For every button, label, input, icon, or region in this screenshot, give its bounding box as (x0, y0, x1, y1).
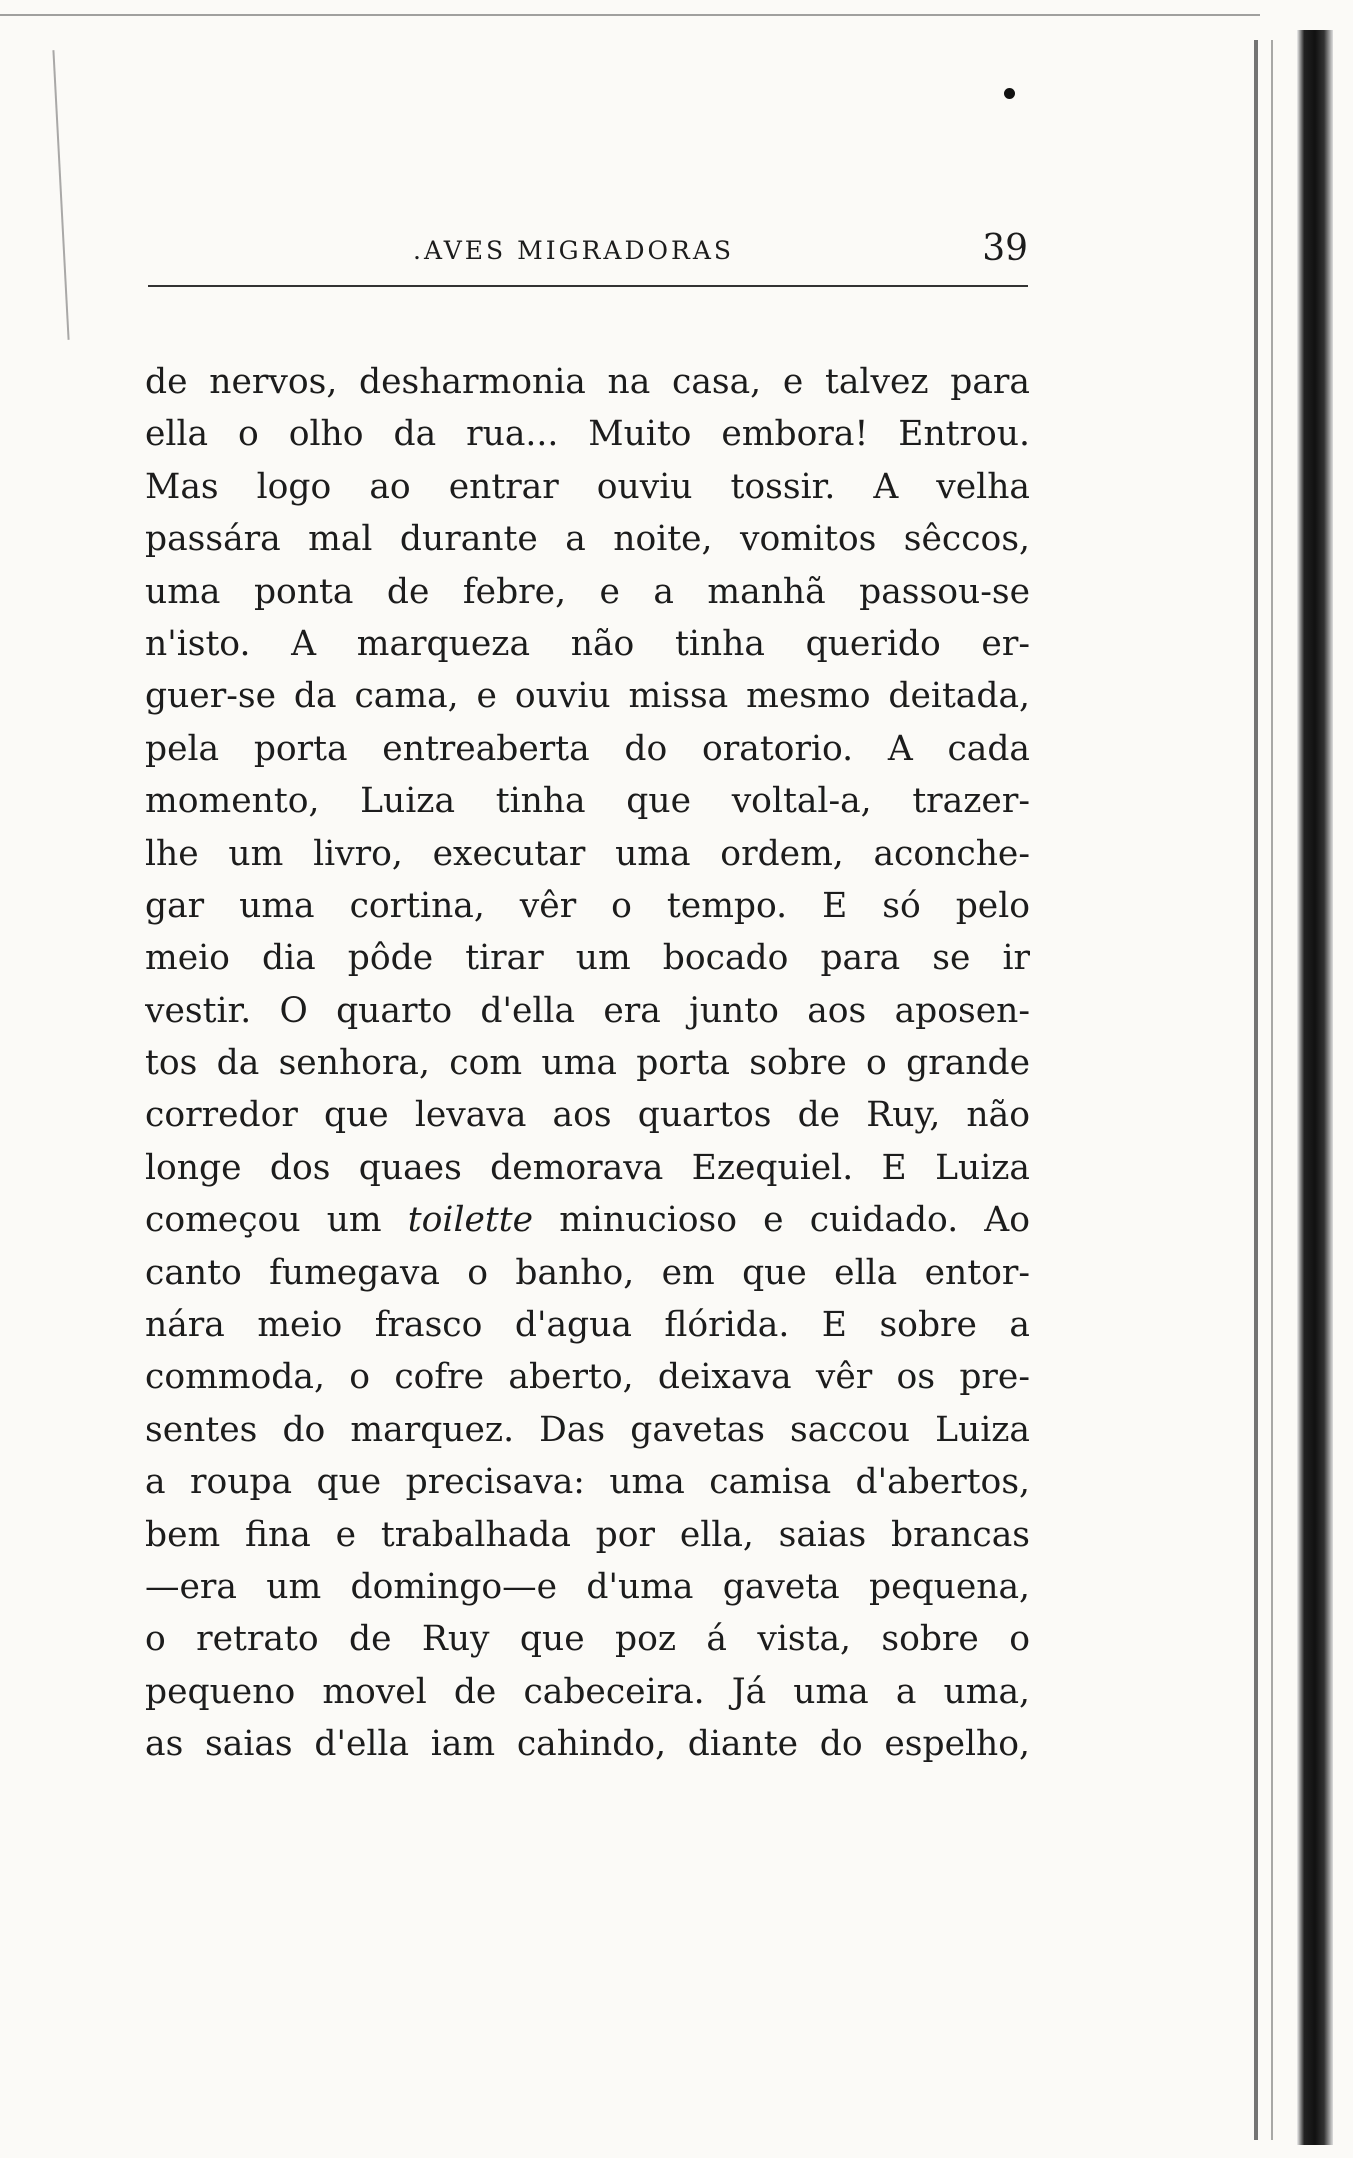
text-line-14: tos da senhora, com uma porta sobre o grande (145, 1043, 1030, 1084)
text-line-17 (145, 1194, 1030, 1246)
running-head (148, 228, 1028, 288)
text-line-3: Mas logo ao entrar ouviu tossir. A velha (145, 466, 1030, 507)
text-line-23: bem fina e trabalhada por ella, saias brancas (145, 1514, 1030, 1555)
text-line-4: passára mal durante a noite, vomitos sêccos, (145, 519, 1030, 560)
text-line-10: lhe um livro, executar uma ordem, aconche- (145, 833, 1030, 874)
header-rule (148, 285, 1028, 287)
text-line-18: canto fumegava o banho, em que ella entor- (145, 1252, 1030, 1293)
ink-dot (1004, 88, 1015, 99)
text-line-12: meio dia pôde tirar um bocado para se ir (145, 938, 1030, 979)
text-line-25: o retrato de Ruy que poz á vista, sobre o (145, 1619, 1030, 1660)
text-line-6: n'isto. A marqueza não tinha querido er- (145, 623, 1030, 664)
scan-top-rule (0, 14, 1260, 16)
book-spine-shadow (1297, 30, 1333, 2145)
text-line-5: uma ponta de febre, e a manhã passou-se (145, 571, 1030, 612)
text-line-17-before: começou um (145, 1200, 382, 1241)
body-text (145, 356, 1030, 1771)
text-line-19: nára meio frasco d'agua flórida. E sobre a (145, 1305, 1030, 1346)
scan-left-edge-mark (52, 50, 69, 340)
running-head-title: .AVES MIGRADORAS (413, 236, 734, 265)
page-edge-line-2 (1271, 40, 1273, 2140)
text-line-17-after: minucioso e cuidado. Ao (559, 1200, 1030, 1241)
text-line-26: pequeno movel de cabeceira. Já uma a uma, (145, 1671, 1030, 1712)
page-number: 39 (982, 228, 1028, 269)
text-line-15: corredor que levava aos quartos de Ruy, não (145, 1095, 1030, 1136)
text-line-16: longe dos quaes demorava Ezequiel. E Luiza (145, 1147, 1030, 1188)
text-line-20: commoda, o cofre aberto, deixava vêr os pre- (145, 1357, 1030, 1398)
text-line-1: de nervos, desharmonia na casa, e talvez para (145, 362, 1030, 402)
text-line-9: momento, Luiza tinha que voltal-a, trazer- (145, 781, 1030, 822)
text-line-17-italic: toilette (407, 1200, 534, 1241)
text-line-7: guer-se da cama, e ouviu missa mesmo deitada, (145, 676, 1030, 717)
text-line-8: pela porta entreaberta do oratorio. A cada (145, 728, 1030, 769)
text-line-27: as saias d'ella iam cahindo, diante do espelho, (145, 1724, 1030, 1765)
text-line-11: gar uma cortina, vêr o tempo. E só pelo (145, 885, 1030, 926)
text-line-2: ella o olho da rua... Muito embora! Entrou. (145, 414, 1030, 455)
text-line-21: sentes do marquez. Das gavetas saccou Luiza (145, 1409, 1030, 1450)
text-line-24: —era um domingo—e d'uma gaveta pequena, (145, 1566, 1030, 1607)
text-line-22: a roupa que precisava: uma camisa d'abertos, (145, 1462, 1030, 1503)
text-line-13: vestir. O quarto d'ella era junto aos aposen- (145, 990, 1030, 1031)
page-edge-line (1254, 40, 1258, 2140)
